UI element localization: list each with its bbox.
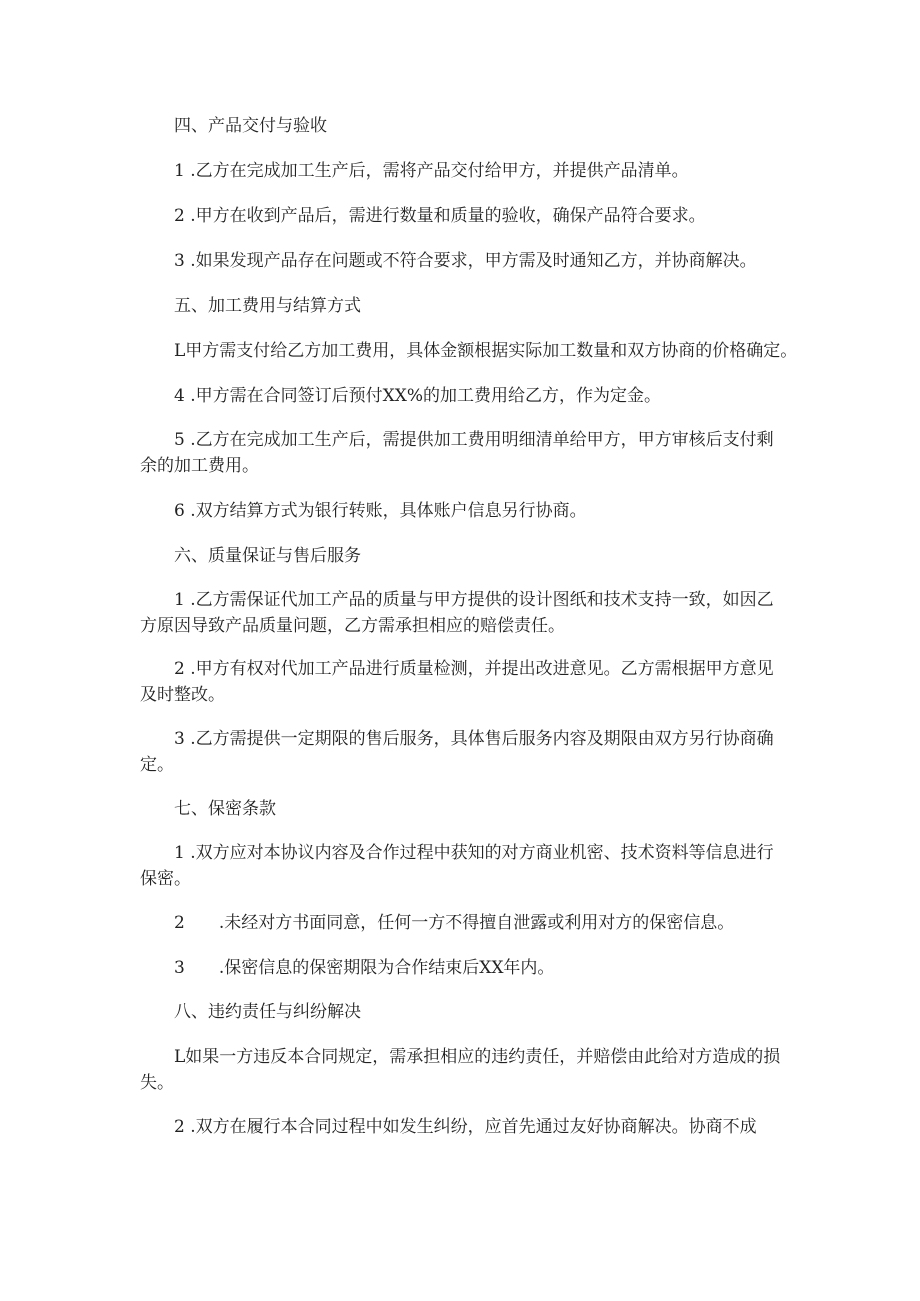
section-4-item-2: 2 .甲方在收到产品后，需进行数量和质量的验收，确保产品符合要求。 [174, 206, 706, 226]
section-7-item-2-text: .未经对方书面同意，任何一方不得擅自泄露或利用对方的保密信息。 [218, 913, 735, 933]
section-6-heading: 六、质量保证与售后服务 [174, 546, 361, 566]
section-7-item-2 [174, 906, 834, 940]
section-6-item-1: 1 .乙方需保证代加工产品的质量与甲方提供的设计图纸和技术支持一致，如因乙 [174, 590, 774, 610]
section-7-item-1-continued: 保密。 [140, 869, 191, 889]
section-5-heading: 五、加工费用与结算方式 [174, 296, 361, 316]
section-6-item-3-continued: 定。 [140, 755, 174, 775]
section-8-heading: 八、违约责任与纠纷解决 [174, 1002, 361, 1022]
section-7-item-1: 1 .双方应对本协议内容及合作过程中获知的对方商业机密、技术资料等信息进行 [174, 843, 774, 863]
section-4-item-3: 3 .如果发现产品存在问题或不符合要求，甲方需及时通知乙方，并协商解决。 [174, 251, 757, 271]
section-5-item-2: 4 .甲方需在合同签订后预付XX%的加工费用给乙方，作为定金。 [174, 386, 661, 406]
section-7-item-2-number: 2 [174, 913, 185, 933]
section-5-item-1: L甲方需支付给乙方加工费用，具体金额根据实际加工数量和双方协商的价格确定。 [174, 341, 798, 361]
section-7-item-3 [174, 951, 834, 985]
section-4-heading: 四、产品交付与验收 [174, 116, 327, 136]
section-5-item-3: 5 .乙方在完成加工生产后，需提供加工费用明细清单给甲方，甲方审核后支付剩 [174, 430, 774, 450]
section-5-item-3-continued: 余的加工费用。 [140, 456, 259, 476]
section-6-item-2-continued: 及时整改。 [140, 685, 225, 705]
section-7-heading: 七、保密条款 [174, 799, 276, 819]
section-4-item-1: 1 .乙方在完成加工生产后，需将产品交付给甲方，并提供产品清单。 [174, 161, 689, 181]
section-6-item-3: 3 .乙方需提供一定期限的售后服务，具体售后服务内容及期限由双方另行协商确 [174, 729, 774, 749]
section-6-item-1-continued: 方原因导致产品质量问题，乙方需承担相应的赔偿责任。 [140, 616, 565, 636]
section-7-item-3-number: 3 [174, 958, 185, 978]
section-8-item-2: 2 .双方在履行本合同过程中如发生纠纷，应首先通过友好协商解决。协商不成 [174, 1117, 757, 1137]
section-7-item-3-text: .保密信息的保密期限为合作结束后XX年内。 [218, 958, 555, 978]
section-8-item-1-continued: 失。 [140, 1073, 174, 1093]
section-8-item-1: L如果一方违反本合同规定，需承担相应的违约责任，并赔偿由此给对方造成的损 [174, 1047, 781, 1067]
section-6-item-2: 2 .甲方有权对代加工产品进行质量检测，并提出改进意见。乙方需根据甲方意见 [174, 659, 774, 679]
section-5-item-4: 6 .双方结算方式为银行转账，具体账户信息另行协商。 [174, 501, 587, 521]
